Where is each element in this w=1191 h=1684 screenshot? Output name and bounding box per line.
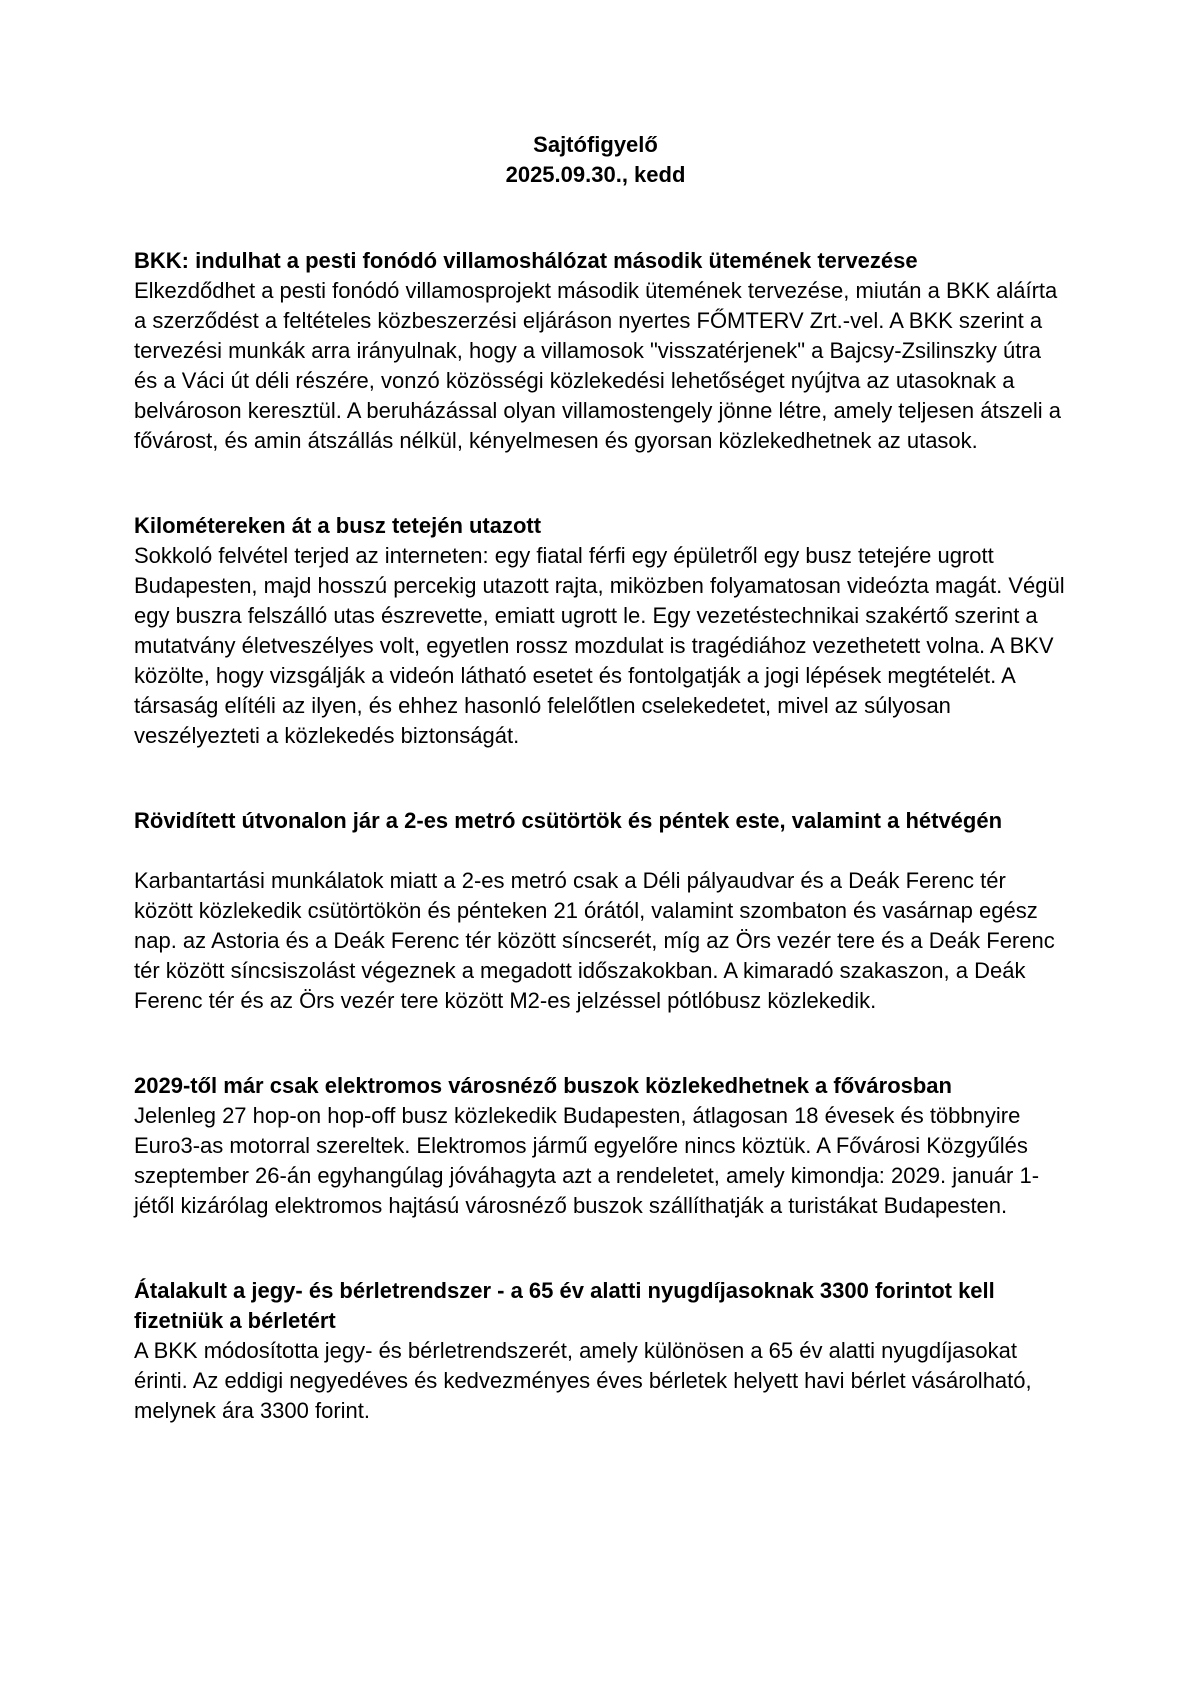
document-header: [0, 130, 1191, 190]
news-heading: Rövidített útvonalon jár a 2-es metró csütörtök és péntek este, valamint a hétvégén: [134, 808, 1003, 833]
news-section-elektromos-buszok: [134, 1071, 1065, 1221]
document-body: [0, 246, 1191, 1426]
news-section-busz-tetejen: [134, 511, 1065, 751]
news-paragraph: Jelenleg 27 hop-on hop-off busz közlekedik Budapesten, átlagosan 18 évesek és többnyire Euro3-as motorral szereltek. Elektromos jármű egyelőre nincs köztük. A Fővárosi Közgyűlés szeptember 26-án egyhangúlag jóváhagyta azt a rendeletet, amely kimondja: 2029. január 1-jétől kizárólag elektromos hajtású városnéző buszok szállíthatják a turistákat Budapesten.: [134, 1103, 1040, 1218]
news-heading: Kilométereken át a busz tetején utazott: [134, 513, 542, 538]
document-date: 2025.09.30., kedd: [505, 162, 686, 187]
news-heading: Átalakult a jegy- és bérletrendszer - a 65 év alatti nyugdíjasoknak 3300 forintot kell fizetniük a bérletért: [134, 1278, 995, 1333]
document-title: Sajtófigyelő: [533, 132, 658, 157]
news-paragraph: Sokkoló felvétel terjed az interneten: egy fiatal férfi egy épületről egy busz tetejére ugrott Budapesten, majd hosszú percekig utazott rajta, miközben folyamatosan videózta magát. Végül egy buszra felszálló utas észrevette, emiatt ugrott le. Egy vezetéstechnikai szakértő szerint a mutatvány életveszélyes volt, egyetlen rossz mozdulat is tragédiához vezethetett volna. A BKV közölte, hogy vizsgálják a videón látható esetet és fontolgatják a jogi lépések megtételét. A társaság elítéli az ilyen, és ehhez hasonló felelőtlen cselekedetet, mivel az súlyosan veszélyezteti a közlekedés biztonságát.: [134, 543, 1065, 748]
news-section-berletrendszer: [134, 1276, 1065, 1426]
news-section-bkk-fonodo-villamos: [134, 246, 1065, 456]
news-paragraph: Elkezdődhet a pesti fonódó villamosprojekt második ütemének tervezése, miután a BKK aláírta a szerződést a feltételes közbeszerzési eljáráson nyertes FŐMTERV Zrt.-vel. A BKK szerint a tervezési munkák arra irányulnak, hogy a villamosok "visszatérjenek" a Bajcsy-Zsilinszky útra és a Váci út déli részére, vonzó közösségi közlekedési lehetőséget nyújtva az utasoknak a belvároson keresztül. A beruházással olyan villamostengely jönne létre, amely teljesen átszeli a fővárost, és amin átszállás nélkül, kényelmesen és gyorsan közlekedhetnek az utasok.: [134, 278, 1061, 453]
news-paragraph: Karbantartási munkálatok miatt a 2-es metró csak a Déli pályaudvar és a Deák Ferenc tér között közlekedik csütörtökön és pénteken 21 órától, valamint szombaton és vasárnap egész nap. az Astoria és a Deák Ferenc tér között síncserét, míg az Örs vezér tere és a Deák Ferenc tér között síncsiszolást végeznek a megadott időszakokban. A kimaradó szakaszon, a Deák Ferenc tér és az Örs vezér tere között M2-es jelzéssel pótlóbusz közlekedik.: [134, 868, 1055, 1013]
news-paragraph: A BKK módosította jegy- és bérletrendszerét, amely különösen a 65 év alatti nyugdíjasokat érinti. Az eddigi negyedéves és kedvezményes éves bérletek helyett havi bérlet vásárolható, melynek ára 3300 forint.: [134, 1338, 1032, 1423]
news-heading: BKK: indulhat a pesti fonódó villamoshálózat második ütemének tervezése: [134, 248, 918, 273]
news-section-2es-metro: [134, 806, 1065, 1016]
news-heading: 2029-től már csak elektromos városnéző buszok közlekedhetnek a fővárosban: [134, 1073, 952, 1098]
